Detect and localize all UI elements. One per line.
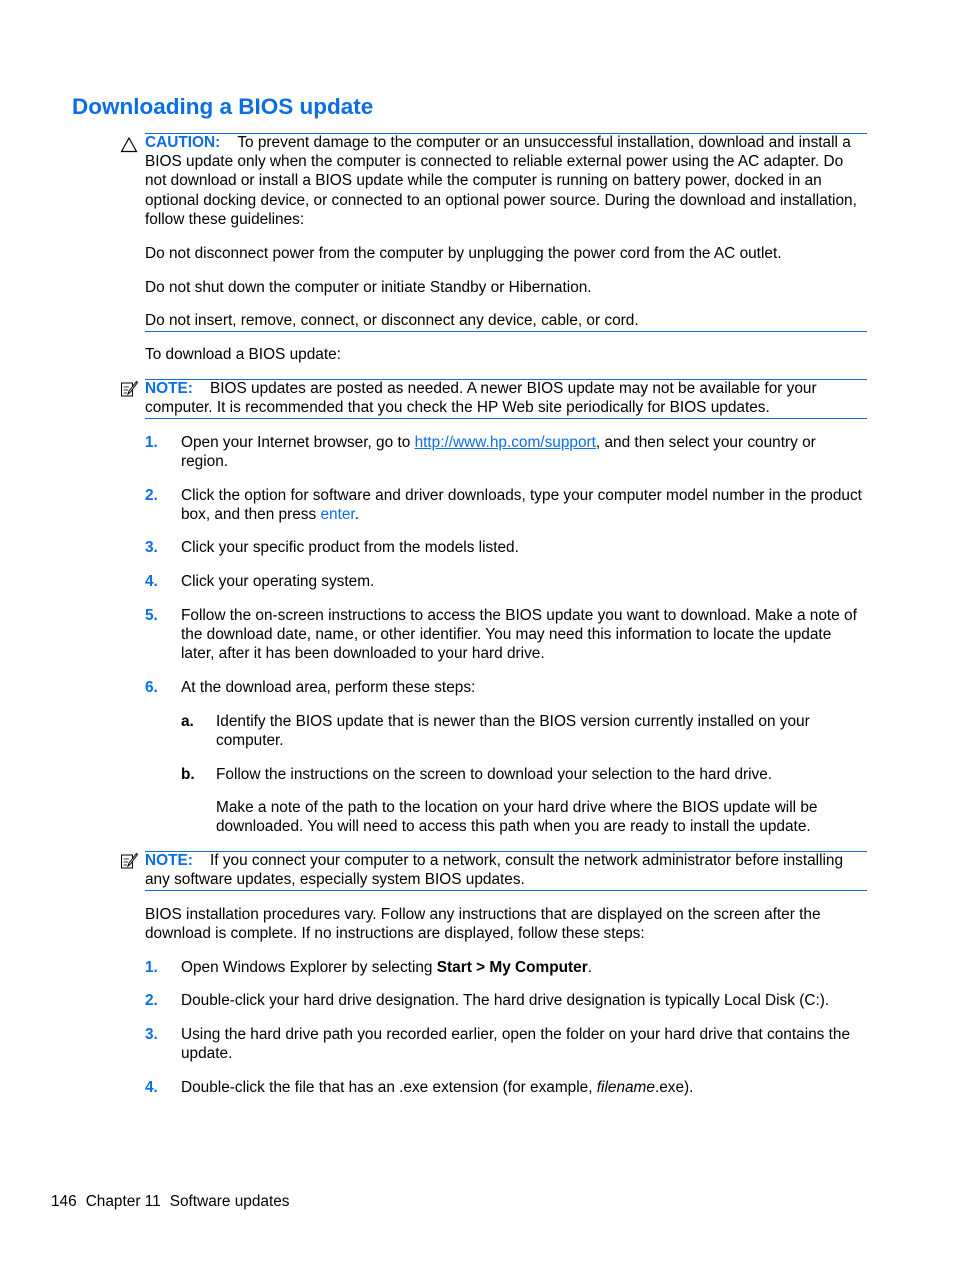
note2-bottom-rule [145, 890, 867, 891]
download-step-3: Click your specific product from the models listed. [181, 539, 519, 556]
note1-label: NOTE: [145, 380, 193, 397]
caution-guideline-2: Do not shut down the computer or initiate Standby or Hibernation. [145, 279, 592, 296]
step-text: Open Windows Explorer by selecting [181, 959, 437, 976]
install-step-number: 1. [145, 959, 158, 976]
download-step-1 [181, 433, 867, 471]
note1-text [145, 379, 867, 417]
step-text: , and then select your country or region. [181, 434, 816, 471]
note2-label: NOTE: [145, 852, 193, 869]
note2-text [145, 851, 867, 889]
install-intro: BIOS installation procedures vary. Follow any instructions that are displayed on the screen after the download is complete. If no instructions are displayed, follow these steps: [145, 906, 821, 943]
caution-label: CAUTION: [145, 134, 221, 151]
install-step-4 [181, 1078, 867, 1097]
substep-b: Follow the instructions on the screen to download your selection to the hard drive. [216, 766, 773, 783]
step-text: Open your Internet browser, go to [181, 434, 415, 451]
download-step-number: 2. [145, 487, 158, 504]
install-step-3: Using the hard drive path you recorded earlier, open the folder on your hard drive that contains the update. [181, 1026, 851, 1063]
step-text: Double-click the file that has an .exe extension (for example, [181, 1079, 597, 1096]
download-intro: To download a BIOS update: [145, 346, 341, 363]
caution-text [145, 133, 867, 229]
note1-bottom-rule [145, 418, 867, 419]
caution-bottom-rule [145, 331, 867, 332]
install-step-number: 4. [145, 1079, 158, 1096]
download-step-5: Follow the on-screen instructions to access the BIOS update you want to download. Make a note of the download date, name, or other identifier. You may need this information to locate the update later, after it has been downloaded to your hard drive. [181, 607, 857, 663]
filename-placeholder: filename [596, 1079, 655, 1096]
caution-guideline-3: Do not insert, remove, connect, or disconnect any device, cable, or cord. [145, 312, 639, 329]
menu-path: Start > My Computer [436, 959, 588, 976]
download-step-number: 5. [145, 607, 158, 624]
download-step-number: 1. [145, 434, 158, 451]
caution-triangle-icon [120, 136, 138, 154]
note-pencil-icon [120, 852, 138, 870]
install-step-number: 3. [145, 1026, 158, 1043]
page-title: Downloading a BIOS update [72, 94, 374, 119]
step-text: . [354, 506, 359, 524]
note1-body: BIOS updates are posted as needed. A newer BIOS update may not be available for your computer. It is recommended that you check the HP Web site periodically for BIOS updates. [145, 380, 817, 417]
page-number: 146 [51, 1193, 77, 1210]
substep-a: Identify the BIOS update that is newer than the BIOS version currently installed on your computer. [216, 713, 810, 750]
download-step-6: At the download area, perform these steps: [181, 679, 476, 696]
download-step-number: 3. [145, 539, 158, 556]
footer-chapter: Chapter 11 [85, 1193, 161, 1210]
download-step-number: 6. [145, 679, 158, 696]
footer-section: Software updates [169, 1193, 290, 1210]
hp-support-link[interactable]: http://www.hp.com/support [414, 434, 596, 451]
caution-guideline-1: Do not disconnect power from the computer by unplugging the power cord from the AC outlet. [145, 245, 782, 262]
step-text: . [587, 959, 593, 976]
install-step-2: Double-click your hard drive designation. The hard drive designation is typically Local Disk (C:). [181, 992, 830, 1009]
install-step-number: 2. [145, 992, 158, 1009]
download-step-4: Click your operating system. [181, 573, 375, 590]
page-footer [51, 1192, 298, 1212]
install-step-1 [181, 958, 867, 977]
enter-key-reference: enter [320, 506, 355, 524]
substep-b-note: Make a note of the path to the location on your hard drive where the BIOS update will be downloaded. You will need to access this path when you are ready to install the update. [216, 799, 818, 836]
substep-letter: a. [181, 713, 194, 730]
step-text: .exe). [654, 1079, 694, 1096]
step-text: Click the option for software and driver downloads, type your computer model number in the product box, and then press [181, 487, 862, 524]
substep-letter: b. [181, 766, 195, 783]
download-step-2 [181, 486, 867, 524]
note2-body: If you connect your computer to a network, consult the network administrator before installing any software updates, especially system BIOS updates. [145, 852, 844, 889]
caution-body: To prevent damage to the computer or an unsuccessful installation, download and install a BIOS update only when the computer is connected to reliable external power using the AC adapter. Do not download or install a BIOS update while the computer is running on battery power, docked in an optional docking device, or connected to an optional power source. During the download and installation, follow these guidelines: [145, 134, 857, 228]
note-pencil-icon [120, 380, 138, 398]
download-step-number: 4. [145, 573, 158, 590]
